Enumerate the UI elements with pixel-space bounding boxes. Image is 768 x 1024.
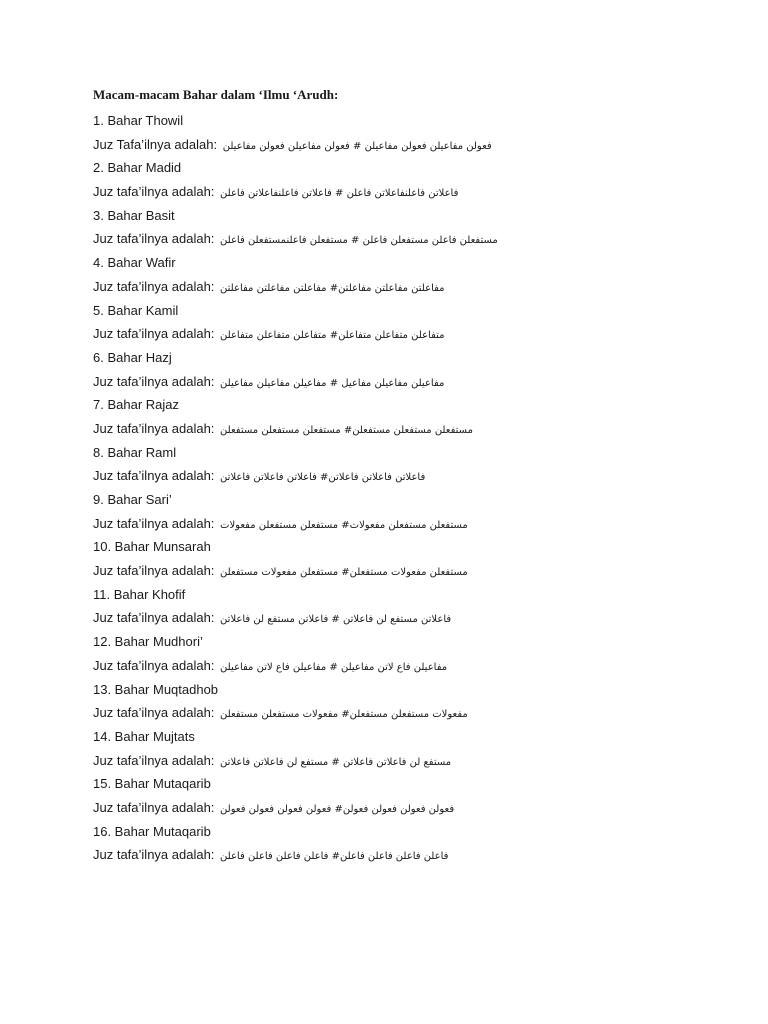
tafail-arabic-text: متفاعلن متفاعلن متفاعلن# متفاعلن متفاعلن متفاعلن [220, 330, 445, 342]
tafail-prefix: Juz tafa’ilnya adalah: [93, 847, 215, 863]
tafail-arabic-text: فعولن فعولن فعولن فعولن# فعولن فعولن فعولن فعولن [220, 803, 455, 815]
bahar-entry [93, 488, 693, 535]
bahar-entry [93, 725, 693, 772]
bahar-heading: 6. Bahar Hazj [93, 349, 172, 365]
bahar-heading: 2. Bahar Madid [93, 160, 182, 176]
bahar-heading: 9. Bahar Sari’ [93, 492, 172, 507]
tafail-arabic-text: فاعلن فاعلن فاعلن فاعلن# فاعلن فاعلن فاعلن فاعلن [220, 851, 449, 863]
tafail-prefix: Juz tafa’ilnya adalah: [93, 657, 215, 673]
tafail-line [93, 701, 693, 725]
bahar-heading: 16. Bahar Mutaqarib [93, 823, 211, 839]
tafail-arabic-text: مفاعلتن مفاعلتن مفاعلتن# مفاعلتن مفاعلتن مفاعلتن [220, 282, 445, 294]
tafail-line [93, 749, 693, 773]
tafail-prefix: Juz tafa’ilnya adalah: [93, 563, 215, 579]
bahar-entry [93, 393, 693, 440]
tafail-prefix: Juz tafa’ilnya adalah: [93, 373, 215, 389]
bahar-heading: 11. Bahar Khofif [93, 586, 186, 602]
tafail-arabic-text: مفعولات مستفعلن مستفعلن# مفعولات مستفعلن مستفعلن [220, 709, 468, 721]
tafail-line [93, 559, 693, 583]
tafail-arabic-text: مستفعلن مستفعلن مفعولات# مستفعلن مستفعلن مفعولات [220, 519, 468, 531]
tafail-prefix: Juz tafa’ilnya adalah: [93, 184, 215, 200]
tafail-line [93, 843, 693, 867]
tafail-line [93, 654, 693, 678]
tafail-line [93, 370, 693, 394]
bahar-heading: 12. Bahar Mudhori’ [93, 634, 203, 650]
tafail-arabic-text: مستفعلن مستفعلن مستفعلن# مستفعلن مستفعلن مستفعلن [220, 424, 473, 436]
tafail-arabic-text: مفاعيلن مفاعيلن مفاعيل # مفاعيلن مفاعيلن مفاعيلن [220, 377, 445, 389]
tafail-line [93, 464, 693, 488]
tafail-arabic-text: مستفعلن مفعولات مستفعلن# مستفعلن مفعولات مستفعلن [220, 567, 468, 579]
bahar-heading: 8. Bahar Raml [93, 444, 177, 460]
bahar-entry [93, 441, 693, 488]
bahar-entry [93, 156, 693, 203]
tafail-prefix: Juz tafa’ilnya adalah: [93, 515, 215, 531]
tafail-prefix: Juz tafa’ilnya adalah: [93, 752, 215, 768]
bahar-heading: 7. Bahar Rajaz [93, 397, 179, 413]
bahar-heading: 1. Bahar Thowil [93, 113, 184, 128]
bahar-entry [93, 772, 693, 819]
bahar-heading: 13. Bahar Muqtadhob [93, 681, 219, 697]
tafail-arabic-text: فاعلاتن فاعلنفاعلاتن فاعلن # فاعلاتن فاعلنفاعلاتن فاعلن [220, 188, 459, 200]
tafail-arabic-text: مستفعلن فاعلن مستفعلن فاعلن # مستفعلن فاعلنمستفعلن فاعلن [220, 235, 498, 247]
tafail-line [93, 322, 693, 346]
bahar-list [93, 109, 693, 867]
tafail-prefix: Juz tafa’ilnya adalah: [93, 326, 215, 342]
tafail-line [93, 133, 693, 157]
tafail-line [93, 606, 693, 630]
tafail-prefix: Juz tafa’ilnya adalah: [93, 705, 215, 721]
tafail-arabic-text: فعولن مفاعيلن فعولن مفاعيلن # فعولن مفاعيلن فعولن مفاعيلن [222, 140, 492, 152]
tafail-line [93, 275, 693, 299]
tafail-prefix: Juz tafa’ilnya adalah: [93, 278, 215, 294]
tafail-arabic-text: مفاعيلن فاع لاتن مفاعيلن # مفاعيلن فاع لاتن مفاعيلن [220, 661, 448, 673]
tafail-prefix: Juz tafa’ilnya adalah: [93, 420, 215, 436]
bahar-entry [93, 535, 693, 582]
bahar-entry [93, 204, 693, 251]
tafail-line [93, 180, 693, 204]
bahar-heading: 14. Bahar Mujtats [93, 728, 195, 744]
bahar-heading: 15. Bahar Mutaqarib [93, 776, 211, 792]
tafail-prefix: Juz tafa’ilnya adalah: [93, 610, 215, 626]
tafail-arabic-text: مستفع لن فاعلاتن فاعلاتن # مستفع لن فاعلاتن فاعلاتن [220, 756, 452, 768]
bahar-entry [93, 251, 693, 298]
tafail-arabic-text: فاعلاتن فاعلاتن فاعلاتن# فاعلاتن فاعلاتن فاعلاتن [220, 472, 426, 484]
tafail-prefix: Juz tafa’ilnya adalah: [93, 799, 215, 815]
document-page [93, 85, 693, 867]
bahar-entry [93, 820, 693, 867]
tafail-line [93, 417, 693, 441]
bahar-entry [93, 109, 693, 156]
tafail-arabic-text: فاعلاتن مستفع لن فاعلاتن # فاعلاتن مستفع لن فاعلاتن [220, 614, 452, 626]
tafail-line [93, 227, 693, 251]
bahar-heading: 5. Bahar Kamil [93, 302, 179, 318]
tafail-prefix: Juz tafa’ilnya adalah: [93, 468, 215, 484]
bahar-heading: 4. Bahar Wafir [93, 255, 176, 271]
bahar-entry [93, 346, 693, 393]
bahar-entry [93, 299, 693, 346]
tafail-line [93, 512, 693, 536]
bahar-heading: 10. Bahar Munsarah [93, 539, 211, 555]
tafail-prefix: Juz tafa’ilnya adalah: [93, 231, 215, 247]
tafail-line [93, 796, 693, 820]
bahar-entry [93, 678, 693, 725]
bahar-entry [93, 583, 693, 630]
bahar-heading: 3. Bahar Basit [93, 207, 175, 223]
document-title: Macam-macam Bahar dalam ‘Ilmu ‘Arudh: [93, 87, 339, 102]
bahar-entry [93, 630, 693, 677]
tafail-prefix: Juz Tafa’ilnya adalah: [93, 136, 218, 152]
